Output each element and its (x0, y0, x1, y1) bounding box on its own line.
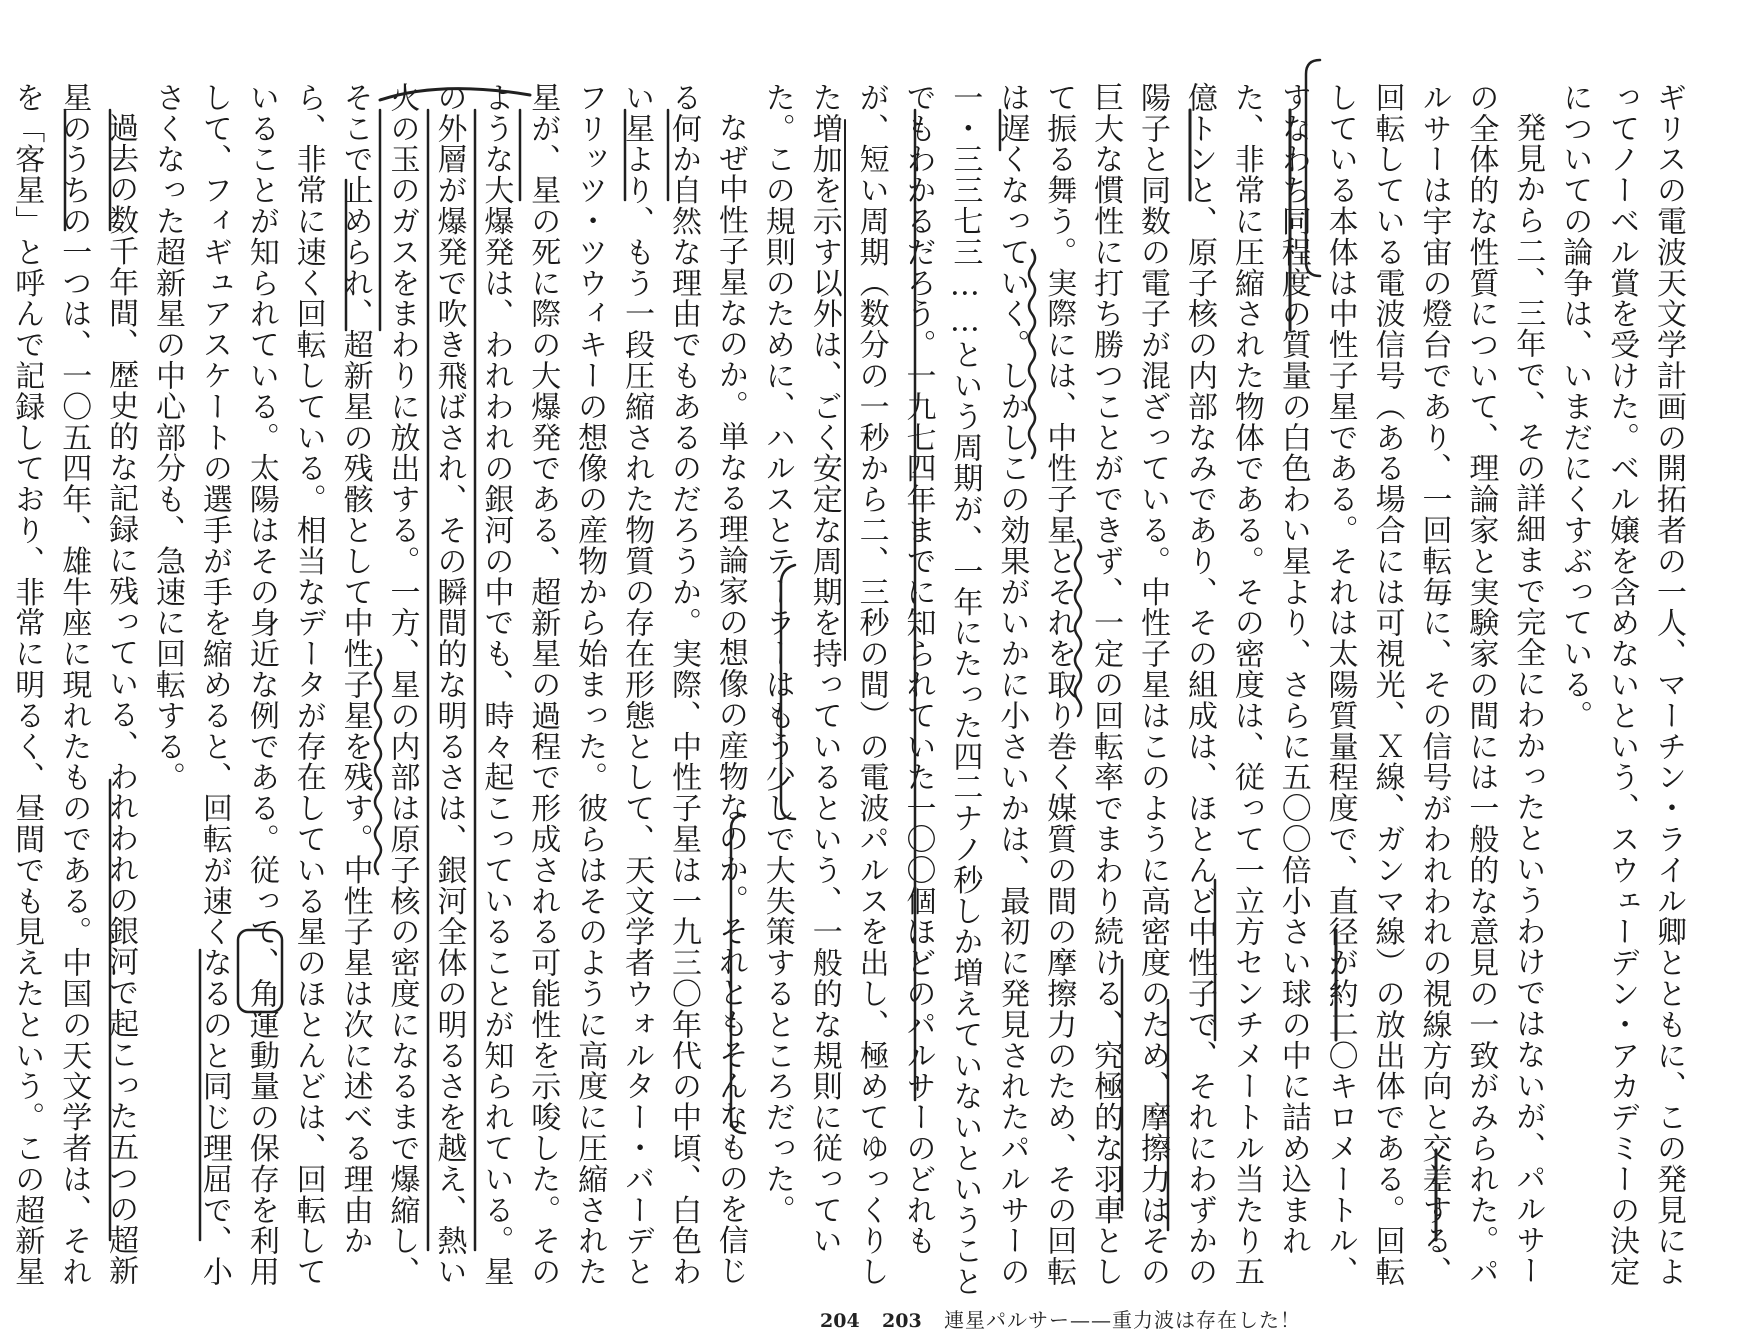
paragraph: 発見から二、三年で、その詳細まで完全にわかったというわけではないが、パルサーの全体的な性質について、理論家と実験家の間には一般的な意見の一致がみられた。パルサーは宇宙の燈台であり、一回転毎に、その信号がわれわれの視線方向と交差する、回転している電波信号（ある場合には可視光、Ｘ線、ガンマ線）の放出体である。回転している本体は中性子星である。それは太陽質量程度で、直径が約二〇キロメートル、すなわち同程度の質量の白色わい星より、さらに五〇〇倍小さい球の中に詰め込まれた、非常に圧縮された物体である。その密度は、従って一立方センチメートル当たり五億トンと、原子核の内部なみであり、その組成は、ほとんど中性子で、それにわずかの陽子と同数の電子が混ざっている。中性子星はこのように高密度のため、摩擦力はその巨大な慣性に打ち勝つことができず、一定の回転率でまわり続ける、究極的な羽車として振る舞う。実際には、中性子星とそれを取り巻く媒質の間の摩擦力のため、その回転は遅くなっていく。しかしこの効果がいかに小さいかは、最初に発見されたパルサーの一・三三七三……という周期が、一年にたった四二ナノ秒しか増えていないということでもわかるだろう。一九七四年までに知られていた一〇〇個ほどのパルサーのどれもが、短い周期（数分の一秒から二、三秒の間）の電波パルスを出し、極めてゆっくりした増加を示す以外は、ごく安定な周期を持っているという、一般的な規則に従っていた。この規則のために、ハルスとテーラーはもう少しで大失策するところだった。 (759, 82, 1546, 1298)
paragraph: ギリスの電波天文学計画の開拓者の一人、マーチン・ライル卿とともに、この発見によってノーベル賞を受けた。ベル嬢を含めないという、スウェーデン・アカデミーの決定についての論争は、いまだにくすぶっている。 (1557, 82, 1686, 1288)
vertical-text-body (9, 82, 1691, 1302)
running-title: 連星パルサー——重力波は存在した！ (944, 1308, 1302, 1332)
paragraph: なぜ中性子星なのか。単なる理論家の想像の産物なのか。それともそんなものを信じる何か自然な理由でもあるのだろうか。実際、中性子星は一九三〇年代の中頃、白色わい星より、もう一段圧縮された物質の存在形態として、天文学者ウォルター・バーデとフリッツ・ツウィキーの想像の産物から始まった。彼らはそのように高度に圧縮された星が、星の死に際の大爆発である、超新星の過程で形成される可能性を示唆した。そのような大爆発は、われわれの銀河の中でも、時々起こっていることが知られている。星の外層が爆発で吹き飛ばされ、その瞬間的な明るさは、銀河全体の明るさを越え、熱い火の玉のガスをまわりに放出する。一方、星の内部は原子核の密度になるまで爆縮し、そこで止められ、超新星の残骸として中性子星を残す。中性子星は次に述べる理由から、非常に速く回転している。相当なデータが存在している星のほとんどは、回転していることが知られている。太陽はその身近な例である。従って、角運動量の保存を利用して、フィギュアスケートの選手が手を縮めると、回転が速くなるのと同じ理屈で、小さくなった超新星の中心部分も、急速に回転する。 (150, 82, 748, 1288)
page-number-left: 204 (820, 1310, 860, 1332)
page-footer (820, 1304, 1340, 1332)
page-number-right: 203 (882, 1310, 922, 1332)
paragraph: 過去の数千年間、歴史的な記録に残っている、われわれの銀河で起こった五つの超新星のうちの一つは、一〇五四年、雄牛座に現れたものである。中国の天文学者は、それを「客星」と呼んで記録しており、非常に明るく、昼間でも見えたという。この超新星 (9, 82, 139, 1288)
